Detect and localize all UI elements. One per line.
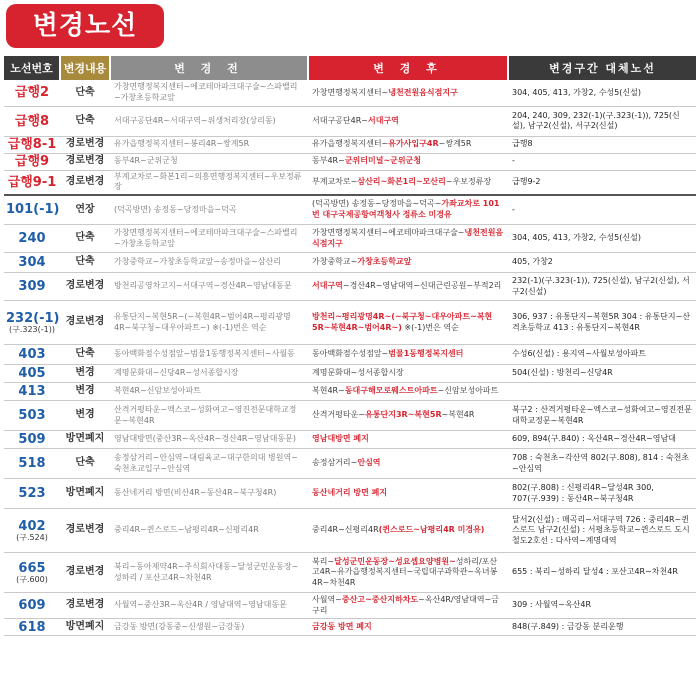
route-number-cell — [4, 553, 60, 593]
before-route-cell: 사월역~중산3R~옥산4R / 영남대역~영남대동문 — [110, 593, 308, 619]
after-route-cell — [308, 301, 508, 345]
table-row — [4, 619, 696, 636]
change-type-cell: 변경 — [60, 383, 110, 401]
before-route-cell: 계명문화대~신당4R~성서종합시장 — [110, 365, 308, 383]
change-type-cell: 단축 — [60, 106, 110, 136]
after-route-text: 가창중학교~ — [312, 257, 358, 267]
after-route-highlight: 방천리~평리광명4R~(~북구청~대우아파트~복현5R~복현4R~범어4R~) — [312, 312, 493, 332]
table-row — [4, 345, 696, 365]
after-route-text: 동아백화점수성점앞~ — [312, 349, 389, 359]
route-number: 518 — [18, 456, 46, 471]
before-route-cell: 중리4R~퀸스로드~남평리4R~신평리4R — [110, 509, 308, 553]
route-number: 304 — [18, 255, 46, 270]
header-after: 변 경 후 — [308, 56, 508, 80]
before-route-cell: 방천리공영차고지~서대구역~경산4R~영남대동문 — [110, 273, 308, 301]
after-route-cell — [308, 136, 508, 153]
alternative-route-cell — [508, 383, 696, 401]
route-number: 급행2 — [14, 85, 50, 101]
change-type-cell: 변경 — [60, 365, 110, 383]
header-change-type: 변경내용 — [60, 56, 110, 80]
route-change-table — [4, 56, 696, 636]
after-route-highlight: 유통단지3R~복현5R — [365, 410, 442, 420]
route-number-cell — [4, 619, 60, 636]
route-number: 101(-1) — [6, 202, 60, 218]
route-number-cell — [4, 593, 60, 619]
after-route-text-tail: ~경산4R~영남대역~신대근린공원~부적2리 — [342, 281, 502, 291]
change-type-cell: 경로변경 — [60, 509, 110, 553]
alternative-route-cell: 수성6(신설) : 용지역~사월보성아파트 — [508, 345, 696, 365]
after-route-cell — [308, 619, 508, 636]
header-alternative: 변경구간 대체노선 — [508, 56, 696, 80]
change-type-cell: 경로변경 — [60, 593, 110, 619]
table-row — [4, 153, 696, 170]
route-number-cell — [4, 153, 60, 170]
route-number-cell — [4, 195, 60, 225]
after-route-cell — [308, 345, 508, 365]
table-row — [4, 401, 696, 431]
table-header-row — [4, 56, 696, 80]
table-row — [4, 80, 696, 106]
after-route-highlight: 냉천전원음식점지구 — [388, 87, 458, 97]
before-route-cell: 북리~동아제약4R~주식회사대동~달성군민운동장~성하리 / 포산고4R~차천4R — [110, 553, 308, 593]
route-number-cell — [4, 345, 60, 365]
before-route-cell: 유가읍행정복지센터~봉리4R~쌍계5R — [110, 136, 308, 153]
table-row — [4, 301, 696, 345]
alternative-route-cell: 204, 240, 309, 232(-1)(구.323(-1)), 725(신설), 남구2(신설), 서구2(신설) — [508, 106, 696, 136]
after-route-text: 부계교차로~ — [312, 176, 358, 186]
change-type-cell: 경로변경 — [60, 170, 110, 195]
route-number: 240 — [18, 231, 46, 246]
route-number: 급행8-1 — [7, 137, 57, 152]
route-number: 232(-1) — [6, 310, 60, 326]
table-row — [4, 195, 696, 225]
route-number: 급행9-1 — [7, 174, 57, 190]
alternative-route-cell: 309 : 사월역~옥산4R — [508, 593, 696, 619]
after-route-text: 서대구공단4R~ — [312, 115, 368, 125]
after-route-highlight: 달성군민운동장~성요셉요양병원~ — [334, 556, 456, 566]
after-route-highlight: 가창초등학교앞 — [357, 257, 412, 267]
before-route-cell: 산격거평타운~엑스코~성화여고~영진전문대학교정문~복현4R — [110, 401, 308, 431]
after-route-text: 계명문화대~성서종합시장 — [312, 368, 404, 378]
after-route-highlight: (퀸스로드~남평리4R 미경유) — [378, 525, 485, 535]
after-route-cell — [308, 509, 508, 553]
route-number: 402 — [18, 518, 46, 534]
table-row — [4, 449, 696, 479]
route-number-cell — [4, 106, 60, 136]
after-route-cell — [308, 383, 508, 401]
route-number: 413 — [18, 384, 46, 399]
after-route-highlight: 안심역 — [357, 458, 381, 468]
route-number-cell — [4, 301, 60, 345]
after-route-cell — [308, 225, 508, 253]
table-row — [4, 593, 696, 619]
after-route-highlight: 군위터미널~군위군청 — [344, 156, 422, 166]
before-route-cell: 부계교차로~화본1리~의흥면행정복지센터~우보정류장 — [110, 170, 308, 195]
change-type-cell: 단축 — [60, 449, 110, 479]
after-route-highlight: 동대구해모로웨스트아파트 — [344, 386, 438, 396]
alternative-route-cell: 북구2 : 산격거평타운~엑스코~성화여고~영진전문대학교정문~복현4R — [508, 401, 696, 431]
table-row — [4, 106, 696, 136]
route-number-cell — [4, 253, 60, 273]
route-number: 523 — [18, 486, 46, 501]
alternative-route-cell: 급행9-2 — [508, 170, 696, 195]
before-route-cell: 영남대방면(중산3R~옥산4R~경산4R~영남대동문) — [110, 431, 308, 449]
after-route-text: (덕곡방면) 송정동~당정마을~덕곡~ — [312, 199, 442, 209]
after-route-cell — [308, 195, 508, 225]
page-title: 변경노선 — [6, 4, 164, 48]
before-route-cell: 동부4R~군위군청 — [110, 153, 308, 170]
change-type-cell: 경로변경 — [60, 153, 110, 170]
after-route-cell — [308, 593, 508, 619]
route-number-cell — [4, 431, 60, 449]
before-route-cell: 동산네거리 방면(비산4R~동산4R~북구청4R) — [110, 479, 308, 509]
after-route-text: 사월역~ — [312, 595, 342, 604]
before-route-cell: 복현4R~신암보성아파트 — [110, 383, 308, 401]
after-route-text: 북리~ — [312, 556, 335, 566]
route-number: 405 — [18, 366, 46, 381]
before-route-cell: 유통단지~복현5R~(~복현4R~범어4R~평리광명4R~북구청~대우아파트~) ※(-1)번은 역순 — [110, 301, 308, 345]
after-route-highlight: 서대구역 — [312, 281, 343, 291]
change-type-cell: 단축 — [60, 80, 110, 106]
after-route-highlight: 냉천전원음식점지구 — [312, 228, 504, 248]
after-route-cell — [308, 153, 508, 170]
after-route-cell — [308, 253, 508, 273]
change-type-cell: 방면폐지 — [60, 431, 110, 449]
route-number: 급행9 — [14, 154, 50, 169]
change-type-cell: 경로변경 — [60, 301, 110, 345]
header-before: 변 경 전 — [110, 56, 308, 80]
after-route-cell — [308, 553, 508, 593]
alternative-route-cell: 655 : 북리~성하리 달성4 : 포산고4R~차천4R — [508, 553, 696, 593]
table-row — [4, 383, 696, 401]
after-route-cell — [308, 80, 508, 106]
after-route-text: 동부4R~ — [312, 156, 345, 166]
route-number: 609 — [18, 598, 46, 613]
route-number-cell — [4, 136, 60, 153]
table-row — [4, 225, 696, 253]
table-row — [4, 431, 696, 449]
route-number-old: (구.524) — [16, 532, 48, 542]
route-number: 509 — [18, 432, 46, 447]
after-route-cell — [308, 273, 508, 301]
after-route-text-tail: ~옥산4R/영남대역~금구리 — [312, 595, 500, 615]
after-route-text: 유가읍행정복지센터~ — [312, 139, 389, 149]
table-row — [4, 253, 696, 273]
after-route-highlight: 동산네거리 방면 폐지 — [312, 488, 388, 498]
alternative-route-cell: 달서2(신설) : 매곡리~서대구역 726 : 중리4R~퀸스로드 남구2(신설) : 서평초등학교~퀸스로드 도시철도2호선 : 다사역~계명대역 — [508, 509, 696, 553]
after-route-highlight: 유가사입구4R — [388, 139, 439, 149]
after-route-highlight: 가좌교차로 101번 대구국제공항여객청사 정류소 미경유 — [312, 199, 500, 219]
after-route-highlight: 범물1동행정복지센터 — [388, 349, 464, 359]
table-row — [4, 170, 696, 195]
alternative-route-cell: 708 : 숙천초~각산역 802(구.808), 814 : 숙천초~안심역 — [508, 449, 696, 479]
alternative-route-cell: 304, 405, 413, 가창2, 수성5(신설) — [508, 80, 696, 106]
after-route-text: 복현4R~ — [312, 386, 345, 396]
alternative-route-cell: 232(-1)(구.323(-1)), 725(신설), 남구2(신설), 서구2(신설) — [508, 273, 696, 301]
route-number-cell — [4, 80, 60, 106]
alternative-route-cell: 848(구.849) : 금강동 분리운행 — [508, 619, 696, 636]
route-number: 503 — [18, 408, 46, 423]
before-route-cell: 가창면행정복지센터~에코테마파크대구술~스파밸리~가창초등학교앞 — [110, 80, 308, 106]
route-number-cell — [4, 170, 60, 195]
after-route-text: 가창면행정복지센터~ — [312, 87, 389, 97]
after-route-text-tail: ~우보정류장 — [445, 176, 492, 186]
alternative-route-cell: - — [508, 195, 696, 225]
change-type-cell: 변경 — [60, 401, 110, 431]
table-row — [4, 136, 696, 153]
after-route-text-tail: ~신암보성아파트 — [437, 386, 499, 396]
after-route-text-tail: 성하리/포산고4R~유가읍행정복지센터~국립대구과학관~옥녀봉4R~차천4R — [312, 556, 498, 587]
change-type-cell: 단축 — [60, 345, 110, 365]
after-route-highlight: 금강동 방면 폐지 — [312, 621, 372, 631]
alternative-route-cell: 급행8 — [508, 136, 696, 153]
route-number-cell — [4, 479, 60, 509]
route-number-old: (구.323(-1)) — [8, 324, 55, 334]
change-type-cell: 단축 — [60, 225, 110, 253]
alternative-route-cell: 802(구.808) : 신평리4R~달성4R 300, 707(구.939) : 동산4R~북구청4R — [508, 479, 696, 509]
change-type-cell: 경로변경 — [60, 273, 110, 301]
after-route-cell — [308, 449, 508, 479]
after-route-highlight: 삼산리~화본1리~모산리 — [357, 176, 446, 186]
table-row — [4, 509, 696, 553]
route-number: 급행8 — [14, 113, 50, 129]
after-route-highlight: 서대구역 — [368, 115, 399, 125]
change-type-cell: 경로변경 — [60, 136, 110, 153]
route-number-cell — [4, 383, 60, 401]
after-route-text-tail: ~쌍계5R — [438, 139, 472, 149]
route-number-cell — [4, 365, 60, 383]
change-type-cell: 방면폐지 — [60, 619, 110, 636]
alternative-route-cell: 504(신설) : 방천리~신당4R — [508, 365, 696, 383]
before-route-cell: 가창면행정복지센터~에코테마파크대구술~스파밸리~가창초등학교앞 — [110, 225, 308, 253]
alternative-route-cell: - — [508, 153, 696, 170]
before-route-cell: 가창중학교~가창초등학교앞~송정마을~삼산리 — [110, 253, 308, 273]
route-number-cell — [4, 401, 60, 431]
after-route-text-tail: ~복현4R — [441, 410, 475, 420]
after-route-text: 송정삼거리~ — [312, 458, 358, 468]
table-row — [4, 365, 696, 383]
route-number: 403 — [18, 347, 46, 362]
before-route-cell: (덕곡방면) 송정동~당정마을~덕곡 — [110, 195, 308, 225]
after-route-cell — [308, 401, 508, 431]
route-number: 665 — [18, 560, 46, 576]
before-route-cell: 금강동 방면(강동중~신생원~금강동) — [110, 619, 308, 636]
after-route-highlight: 영남대방면 폐지 — [312, 434, 369, 444]
before-route-cell: 서대구공단4R~서대구역~위생처리장(상리동) — [110, 106, 308, 136]
alternative-route-cell: 405, 가창2 — [508, 253, 696, 273]
table-row — [4, 273, 696, 301]
route-number-cell — [4, 225, 60, 253]
after-route-cell — [308, 170, 508, 195]
after-route-highlight: 중산고~중산지하차도 — [341, 595, 419, 604]
after-route-text: 산격거평타운~ — [312, 410, 366, 420]
route-number: 618 — [18, 619, 46, 635]
route-number-cell — [4, 509, 60, 553]
alternative-route-cell: 304, 405, 413, 가창2, 수성5(신설) — [508, 225, 696, 253]
after-route-cell — [308, 365, 508, 383]
after-route-text-tail: ※(-1)번은 역순 — [401, 322, 459, 332]
change-type-cell: 방면폐지 — [60, 479, 110, 509]
alternative-route-cell: 609, 894(구.840) : 옥산4R~경산4R~영남대 — [508, 431, 696, 449]
header-route-no: 노선번호 — [4, 56, 60, 80]
route-number-cell — [4, 449, 60, 479]
table-row — [4, 479, 696, 509]
table-row — [4, 553, 696, 593]
alternative-route-cell: 306, 937 : 유통단지~복현5R 304 : 유통단지~산격초등학교 413 : 유통단지~복현4R — [508, 301, 696, 345]
change-type-cell: 단축 — [60, 253, 110, 273]
before-route-cell: 동아백화점수성점앞~범물1동행정복지센터~사월동 — [110, 345, 308, 365]
after-route-text: 중리4R~신평리4R — [312, 525, 379, 535]
change-type-cell: 연장 — [60, 195, 110, 225]
after-route-text: 가창면행정복지센터~에코테마파크대구술~ — [312, 228, 465, 237]
route-number: 309 — [18, 279, 46, 294]
after-route-cell — [308, 479, 508, 509]
before-route-cell: 송정삼거리~안심역~대림육교~대구한의대 병원역~숙천초교입구~안심역 — [110, 449, 308, 479]
route-number-cell — [4, 273, 60, 301]
route-number-old: (구.600) — [16, 574, 48, 584]
after-route-cell — [308, 106, 508, 136]
change-type-cell: 경로변경 — [60, 553, 110, 593]
after-route-cell — [308, 431, 508, 449]
